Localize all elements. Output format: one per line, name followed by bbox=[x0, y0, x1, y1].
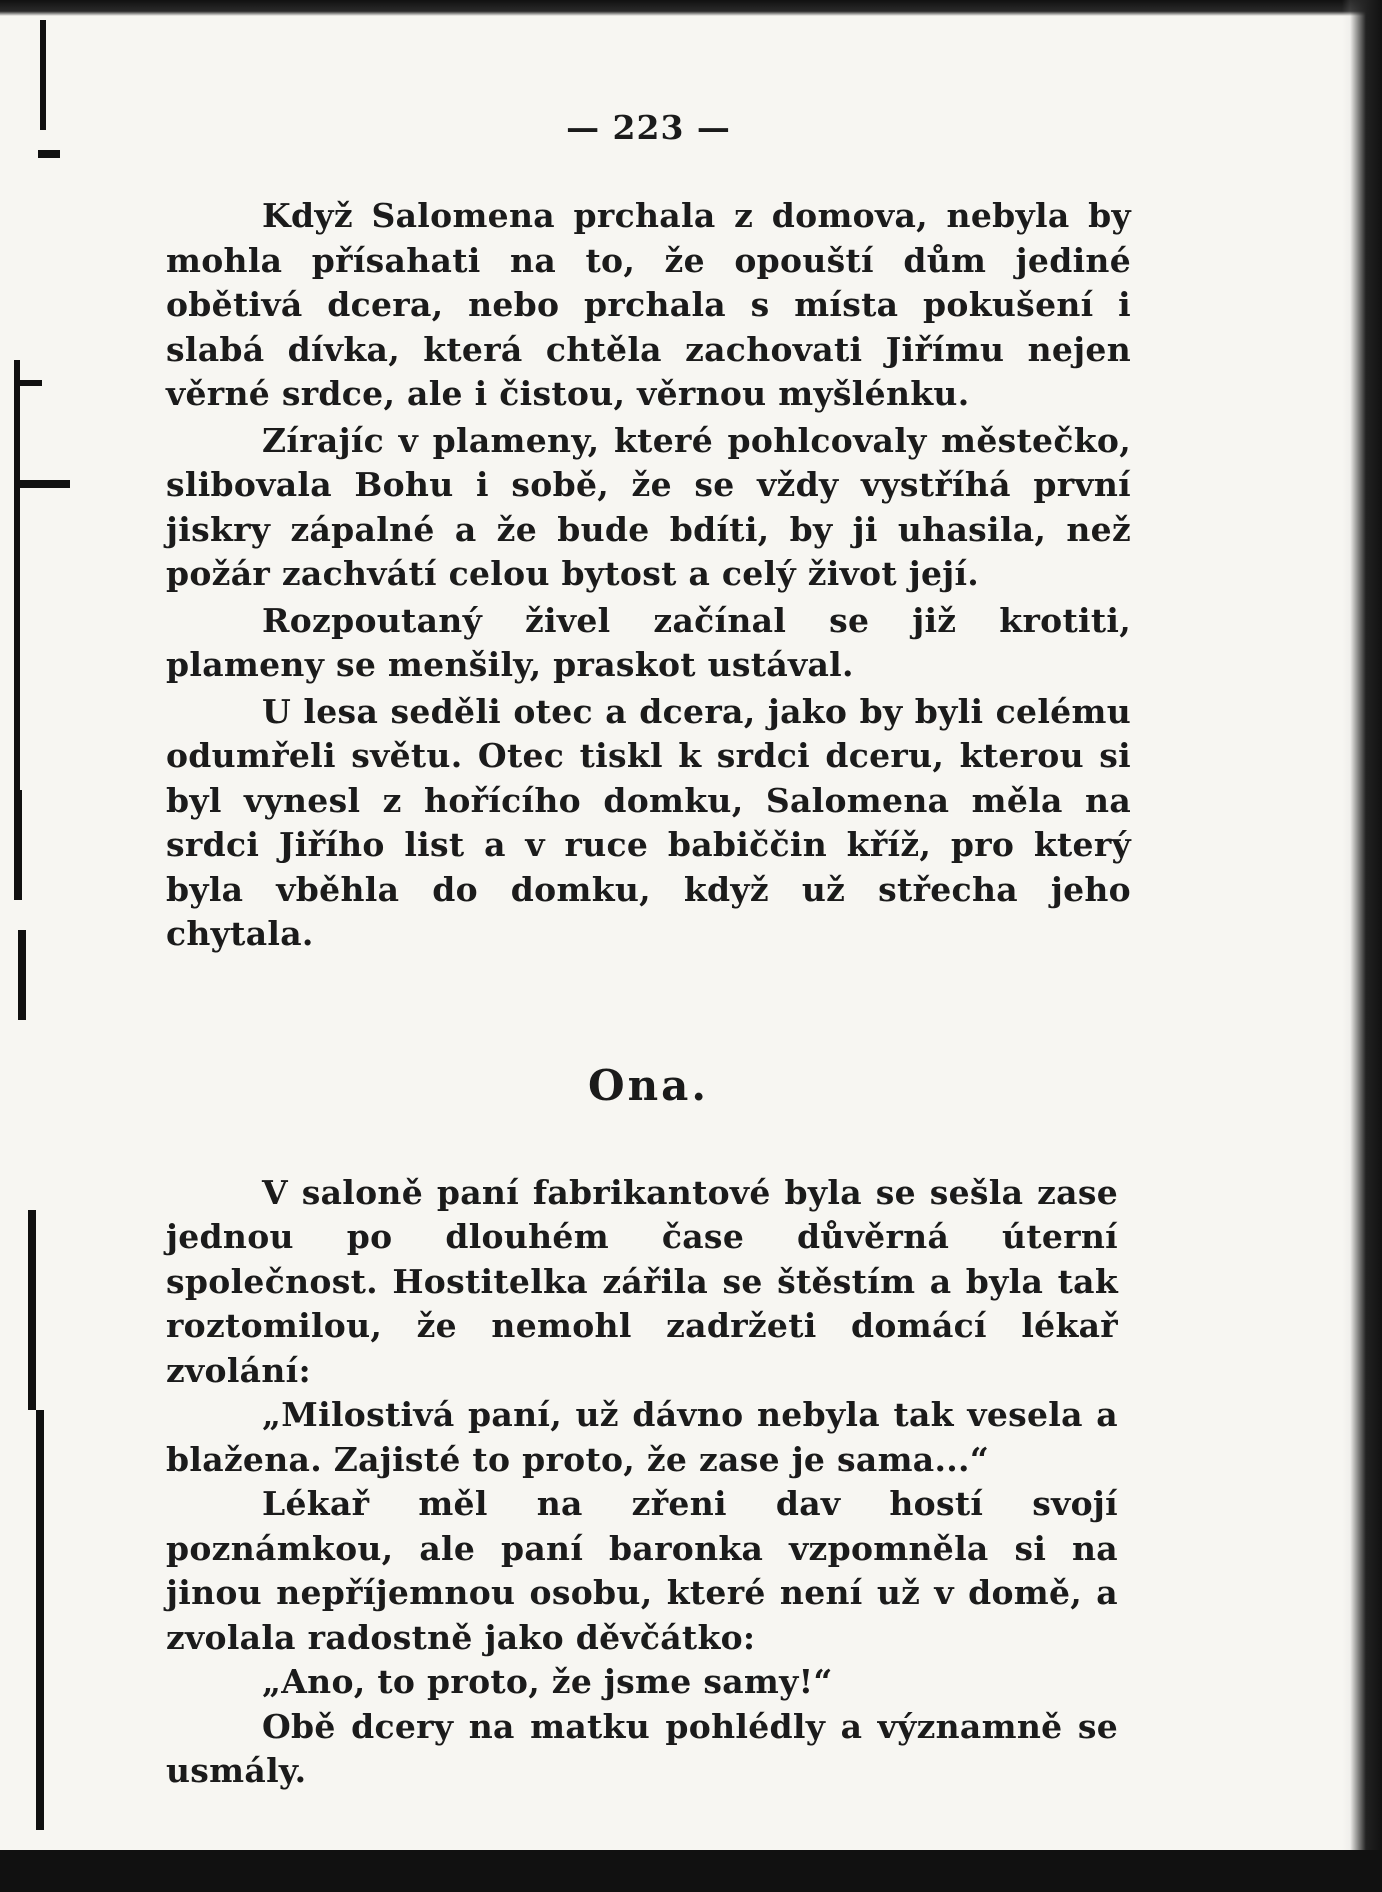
chapter-heading: Ona. bbox=[588, 1060, 709, 1110]
binding-mark bbox=[18, 930, 26, 1020]
section-one bbox=[166, 194, 1131, 957]
binding-mark bbox=[14, 790, 22, 900]
binding-mark bbox=[28, 1210, 36, 1410]
binding-mark bbox=[36, 1410, 44, 1830]
binding-mark bbox=[14, 480, 70, 488]
paragraph: U lesa seděli otec a dcera, jako by byli celému odumřeli světu. Otec tiskl k srdci dceru, kterou si byl vynesl z hořícího domku, Salomena měla na srdci Jiřího list a v ruce babiččin kříž, pro který byla vběhla do domku, když už střecha jeho chytala. bbox=[166, 691, 1131, 953]
page-text bbox=[166, 100, 1131, 1794]
paragraph: Zírajíc v plameny, které pohlcovaly městečko, slibovala Bohu i sobě, že se vždy vystříhá první jiskry zápalné a že bude bdíti, by ji uhasila, než požár zachvátí celou bytost a celý život její. bbox=[166, 420, 1131, 593]
section-two bbox=[166, 1171, 1118, 1794]
paragraph: V saloně paní fabrikantové byla se sešla zase jednou po dlouhém čase důvěrná úterní společnost. Hostitelka zářila se štěstím a byla tak roztomilou, že nemohl zadržeti domácí lékař zvolání: bbox=[166, 1172, 1118, 1390]
paragraph: „Ano, to proto, že jsme samy!“ bbox=[262, 1662, 833, 1701]
page-number: — 223 — bbox=[566, 108, 731, 147]
scan-edge-top bbox=[0, 0, 1382, 16]
binding-mark bbox=[0, 1850, 1382, 1892]
paragraph: Když Salomena prchala z domova, nebyla by mohla přísahati na to, že opouští dům jediné obětivá dcera, nebo prchala s místa pokušení i slabá dívka, která chtěla zachovati Jiřímu nejen věrné srdce, ale i čistou, věrnou myšlénku. bbox=[166, 196, 1131, 413]
paragraph: „Milostivá paní, už dávno nebyla tak vesela a blažena. Zajisté to proto, že zase je sama...“ bbox=[166, 1395, 1118, 1479]
paragraph: Obě dcery na matku pohlédly a významně se usmály. bbox=[166, 1706, 1118, 1790]
paragraph: Rozpoutaný živel začínal se již krotiti, plameny se menšily, praskot ustával. bbox=[166, 600, 1131, 684]
paragraph: Lékař měl na zřeni dav hostí svojí poznámkou, ale paní baronka vzpomněla si na jinou nepříjemnou osobu, které není už v domě, a zvolala radostně jako děvčátko: bbox=[166, 1484, 1118, 1657]
binding-mark bbox=[38, 150, 60, 158]
binding-mark bbox=[40, 20, 46, 130]
binding-mark bbox=[14, 360, 20, 820]
binding-mark bbox=[14, 380, 42, 386]
scan-edge-right bbox=[1342, 0, 1382, 1892]
